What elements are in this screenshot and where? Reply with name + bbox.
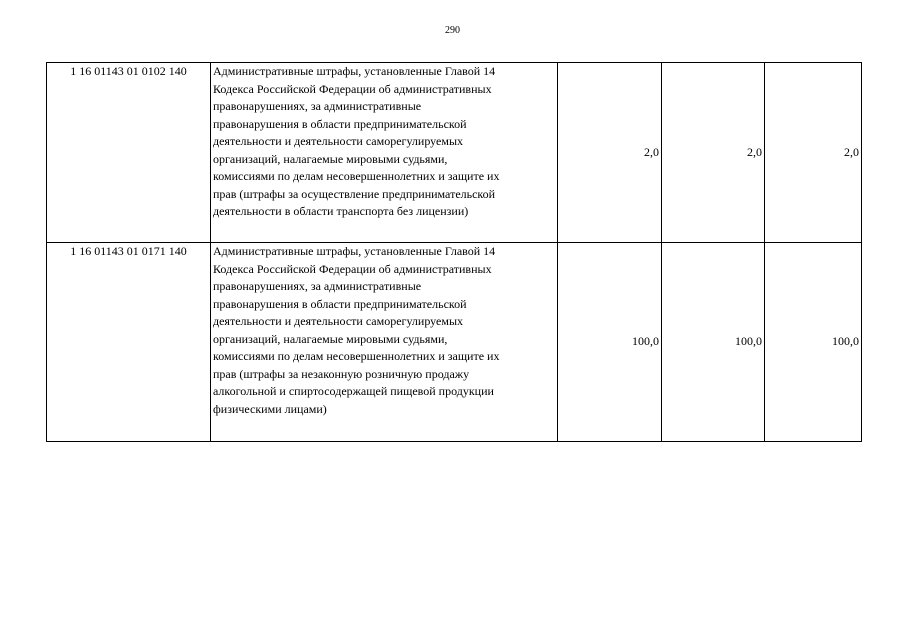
description-line: прав (штрафы за осуществление предпринимательской xyxy=(213,186,496,201)
description-line: Административные штрафы, установленные Главой 14 xyxy=(213,244,496,258)
description-line: алкогольной и спиртосодержащей пищевой продукции xyxy=(213,384,494,398)
value-year-1: 100,0 xyxy=(558,243,662,442)
description-line: деятельности и деятельности саморегулируемых xyxy=(213,134,464,148)
description-line: деятельности в области транспорта без лицензии) xyxy=(213,204,469,218)
description-line: Административные штрафы, установленные Главой 14 xyxy=(213,64,496,78)
description-line: организаций, налагаемые мировыми судьями, xyxy=(213,151,448,166)
description-line: правонарушения в области предпринимательской xyxy=(213,116,467,131)
classification-code: 1 16 01143 01 0171 140 xyxy=(47,243,211,442)
description-line: прав (штрафы за незаконную розничную продажу xyxy=(213,366,470,381)
description-line: Кодекса Российской Федерации об административных xyxy=(213,81,492,96)
description-line: Кодекса Российской Федерации об административных xyxy=(213,261,492,276)
description-line: комиссиями по делам несовершеннолетних и защите их xyxy=(213,169,500,183)
description-line: организаций, налагаемые мировыми судьями, xyxy=(213,331,448,346)
value-year-2: 100,0 xyxy=(662,243,765,442)
description-cell xyxy=(211,63,558,243)
description-cell xyxy=(211,243,558,442)
description-line: комиссиями по делам несовершеннолетних и защите их xyxy=(213,349,500,363)
value-year-2: 2,0 xyxy=(662,63,765,243)
description-line: физическими лицами) xyxy=(213,401,327,416)
description-line: правонарушения в области предпринимательской xyxy=(213,296,467,311)
table-row xyxy=(47,243,862,442)
description-line: правонарушениях, за административные xyxy=(213,99,422,113)
value-year-3: 2,0 xyxy=(765,63,862,243)
table-row xyxy=(47,63,862,243)
classification-code: 1 16 01143 01 0102 140 xyxy=(47,63,211,243)
description-line: правонарушениях, за административные xyxy=(213,279,422,293)
description-line: деятельности и деятельности саморегулируемых xyxy=(213,314,464,328)
value-year-1: 2,0 xyxy=(558,63,662,243)
budget-table xyxy=(46,62,862,442)
page-number: 290 xyxy=(445,25,460,36)
value-year-3: 100,0 xyxy=(765,243,862,442)
